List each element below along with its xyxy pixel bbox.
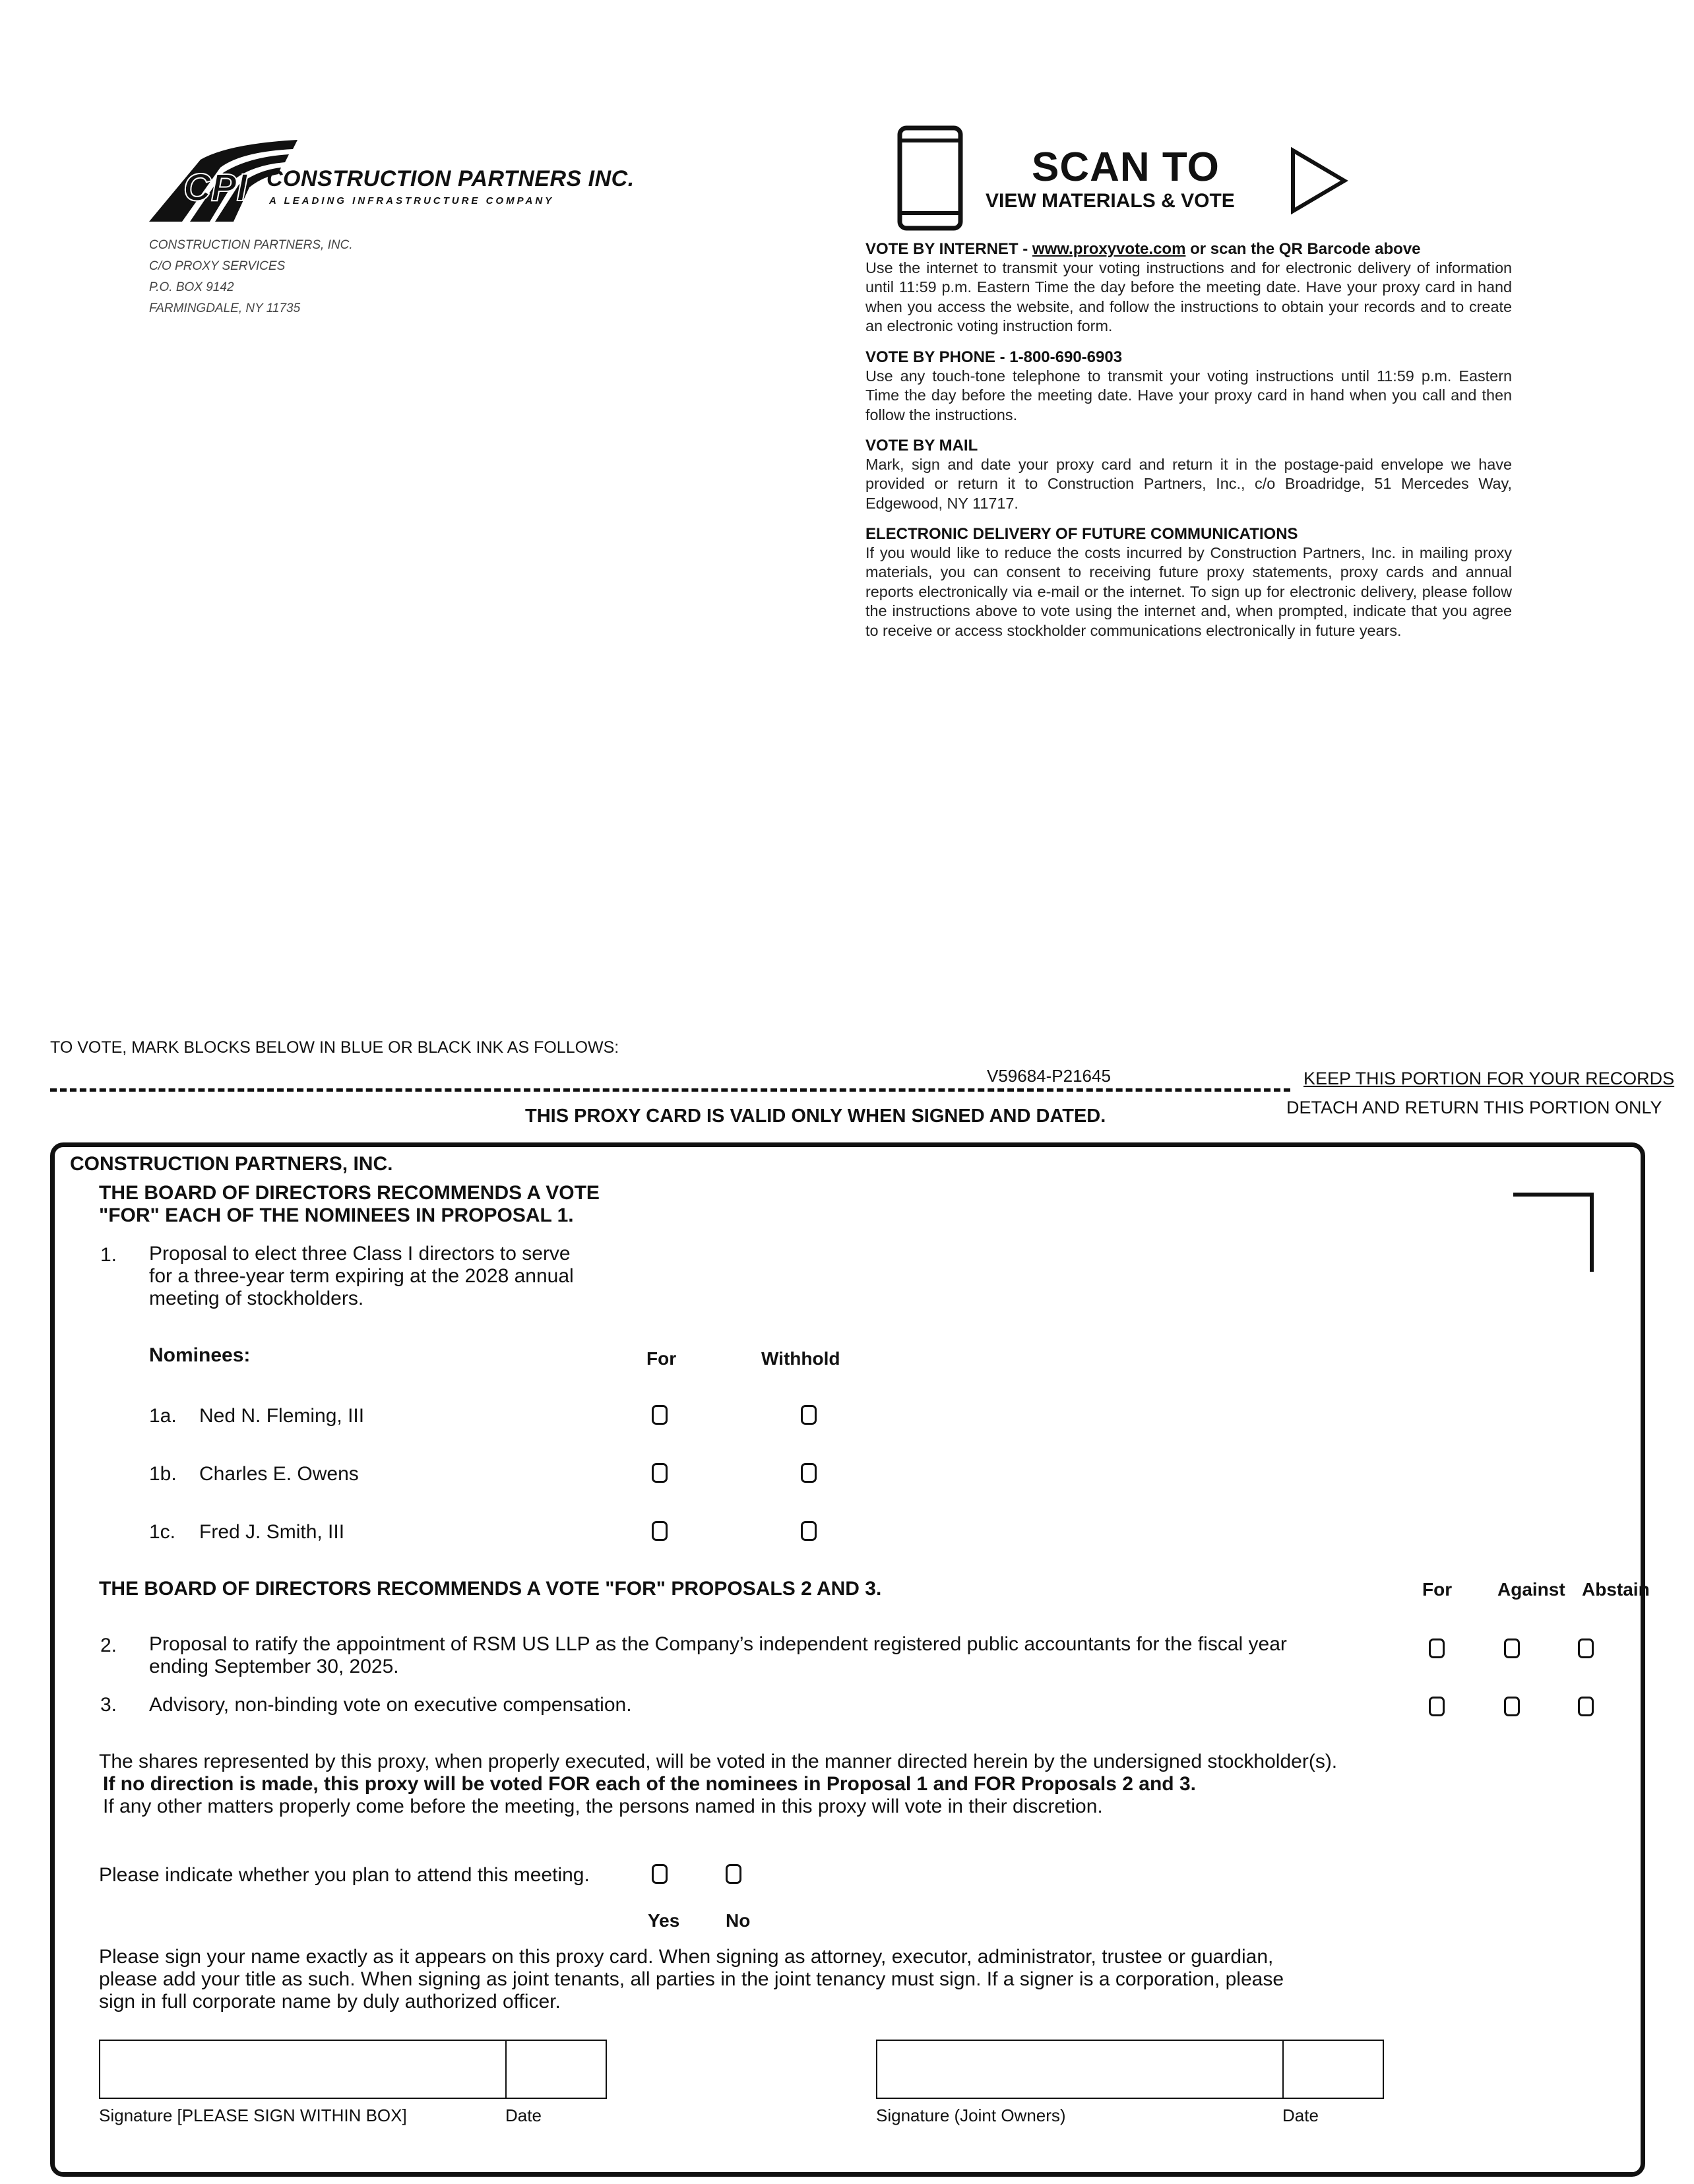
proposal-2-abstain-checkbox[interactable] bbox=[1578, 1638, 1594, 1658]
play-arrow-icon bbox=[1289, 146, 1350, 215]
proposal-2-line: Proposal to ratify the appointment of RSM US LLP as the Company’s independent registered public accountants for the fiscal year bbox=[149, 1633, 1287, 1655]
col2-against-header: Against bbox=[1497, 1579, 1565, 1600]
return-address bbox=[149, 235, 353, 319]
proposal-1-line: for a three-year term expiring at the 2028 annual bbox=[149, 1265, 574, 1287]
address-line: CONSTRUCTION PARTNERS, INC. bbox=[149, 238, 353, 252]
company-name: CONSTRUCTION PARTNERS INC. bbox=[267, 166, 635, 191]
detach-portion-label: DETACH AND RETURN THIS PORTION ONLY bbox=[1286, 1098, 1662, 1117]
proposal-2-line: ending September 30, 2025. bbox=[149, 1656, 399, 1677]
nominee-1b-for-checkbox[interactable] bbox=[652, 1463, 668, 1483]
joint-signature-date-divider bbox=[1282, 2040, 1284, 2099]
shares-statement-line: If any other matters properly come before the meeting, the persons named in this proxy will vote in their discretion. bbox=[103, 1795, 1103, 1817]
nominee-1c-for-checkbox[interactable] bbox=[652, 1521, 668, 1541]
col-for-header: For bbox=[646, 1348, 677, 1369]
signature-label: Signature [PLEASE SIGN WITHIN BOX] bbox=[99, 2106, 407, 2125]
proposal-1-line: meeting of stockholders. bbox=[149, 1288, 364, 1309]
vote-by-phone-heading: VOTE BY PHONE - 1-800-690-6903 bbox=[865, 348, 1123, 366]
company-logo bbox=[149, 140, 635, 226]
signing-instructions-line: sign in full corporate name by duly authorized officer. bbox=[99, 1991, 561, 2012]
vote-by-mail-section bbox=[865, 437, 1512, 513]
proposal-3-number: 3. bbox=[100, 1694, 117, 1716]
electronic-delivery-section bbox=[865, 525, 1512, 640]
keep-portion-label: KEEP THIS PORTION FOR YOUR RECORDS bbox=[1303, 1069, 1675, 1088]
scan-to-vote-banner bbox=[897, 125, 1359, 237]
attend-yes-checkbox[interactable] bbox=[652, 1864, 668, 1884]
detach-line bbox=[50, 1088, 1290, 1092]
nominee-1a-for-checkbox[interactable] bbox=[652, 1405, 668, 1425]
signature-date-divider bbox=[505, 2040, 507, 2099]
proposal-3-text: Advisory, non-binding vote on executive compensation. bbox=[149, 1694, 632, 1716]
col-withhold-header: Withhold bbox=[761, 1348, 840, 1369]
attend-no-checkbox[interactable] bbox=[726, 1864, 741, 1884]
proposal-2-for-checkbox[interactable] bbox=[1429, 1638, 1445, 1658]
shares-statement bbox=[99, 1751, 1392, 1818]
col2-abstain-header: Abstain bbox=[1582, 1579, 1650, 1600]
scan-title: SCAN TO bbox=[1032, 144, 1220, 190]
card-company-name: CONSTRUCTION PARTNERS, INC. bbox=[70, 1153, 393, 1175]
board-recommendation-1: THE BOARD OF DIRECTORS RECOMMENDS A VOTE bbox=[99, 1182, 600, 1204]
proposal-3-against-checkbox[interactable] bbox=[1504, 1697, 1520, 1716]
proposal-3-abstain-checkbox[interactable] bbox=[1578, 1697, 1594, 1716]
address-line: FARMINGDALE, NY 11735 bbox=[149, 301, 301, 315]
vote-by-internet-text: Use the internet to transmit your voting instructions and for electronic delivery of information until 11:59 p.m. Eastern Time the day before the meeting date. Have your proxy card in hand when you access the website, and follow the instructions to obtain your records and to create an electronic voting instruction form. bbox=[865, 259, 1512, 335]
smartphone-icon bbox=[897, 125, 963, 231]
vote-by-internet-heading bbox=[865, 240, 1512, 259]
board-recommendation-1b: "FOR" EACH OF THE NOMINEES IN PROPOSAL 1. bbox=[99, 1204, 574, 1226]
nominee-number: 1a. bbox=[149, 1405, 177, 1427]
nominee-number: 1b. bbox=[149, 1463, 177, 1485]
scan-subtitle: VIEW MATERIALS & VOTE bbox=[986, 190, 1235, 212]
address-line: P.O. BOX 9142 bbox=[149, 280, 234, 294]
mark-instruction: TO VOTE, MARK BLOCKS BELOW IN BLUE OR BLACK INK AS FOLLOWS: bbox=[50, 1038, 619, 1057]
vote-by-phone-text: Use any touch-tone telephone to transmit your voting instructions until 11:59 p.m. Eastern Time the day before the meeting date. Have your proxy card in hand when you call and then follow the instructions. bbox=[865, 367, 1512, 423]
address-line: C/O PROXY SERVICES bbox=[149, 259, 286, 273]
nominee-name: Charles E. Owens bbox=[199, 1463, 359, 1485]
proposal-2-text bbox=[149, 1633, 1389, 1678]
proposal-1-number: 1. bbox=[100, 1244, 117, 1266]
attend-question: Please indicate whether you plan to attend this meeting. bbox=[99, 1864, 590, 1886]
proposal-2-number: 2. bbox=[100, 1635, 117, 1656]
joint-signature-label: Signature (Joint Owners) bbox=[876, 2106, 1066, 2125]
proposal-2-against-checkbox[interactable] bbox=[1504, 1638, 1520, 1658]
nominee-1c-withhold-checkbox[interactable] bbox=[801, 1521, 817, 1541]
svg-text:CPI: CPI bbox=[183, 166, 247, 209]
nominee-number: 1c. bbox=[149, 1521, 176, 1543]
proposal-1-line: Proposal to elect three Class I directors to serve bbox=[149, 1243, 571, 1264]
attend-no-label: No bbox=[726, 1910, 751, 1931]
nominees-label: Nominees: bbox=[149, 1344, 251, 1366]
proxyvote-link[interactable]: www.proxyvote.com bbox=[1032, 240, 1186, 258]
signing-instructions-line: Please sign your name exactly as it appears on this proxy card. When signing as attorney, executor, administrator, trustee or guardian, bbox=[99, 1946, 1274, 1968]
proposal-1-text bbox=[149, 1243, 650, 1310]
registration-corner-mark bbox=[1513, 1193, 1594, 1272]
date-label: Date bbox=[505, 2106, 542, 2125]
nominee-name: Ned N. Fleming, III bbox=[199, 1405, 365, 1427]
company-tagline: A LEADING INFRASTRUCTURE COMPANY bbox=[269, 195, 555, 206]
control-code: V59684-P21645 bbox=[987, 1066, 1111, 1086]
attend-yes-label: Yes bbox=[648, 1910, 680, 1931]
nominee-name: Fred J. Smith, III bbox=[199, 1521, 345, 1543]
vote-by-internet-section bbox=[865, 240, 1512, 336]
signing-instructions bbox=[99, 1946, 1392, 2013]
internet-heading-prefix: VOTE BY INTERNET - bbox=[865, 240, 1032, 258]
nominee-1a-withhold-checkbox[interactable] bbox=[801, 1405, 817, 1425]
col2-for-header: For bbox=[1422, 1579, 1453, 1600]
joint-signature-box[interactable] bbox=[876, 2040, 1384, 2099]
signature-box[interactable] bbox=[99, 2040, 607, 2099]
shares-statement-bold-line: If no direction is made, this proxy will be voted FOR each of the nominees in Proposal 1 and FOR Proposals 2 and 3. bbox=[103, 1773, 1196, 1795]
internet-heading-suffix: or scan the QR Barcode above bbox=[1185, 240, 1421, 258]
board-recommendation-2: THE BOARD OF DIRECTORS RECOMMENDS A VOTE "FOR" PROPOSALS 2 AND 3. bbox=[99, 1578, 882, 1600]
electronic-delivery-heading: ELECTRONIC DELIVERY OF FUTURE COMMUNICATIONS bbox=[865, 525, 1298, 543]
vote-by-phone-section bbox=[865, 348, 1512, 425]
nominee-1b-withhold-checkbox[interactable] bbox=[801, 1463, 817, 1483]
vote-by-mail-heading: VOTE BY MAIL bbox=[865, 437, 978, 454]
joint-date-label: Date bbox=[1282, 2106, 1319, 2125]
shares-statement-line: The shares represented by this proxy, when properly executed, will be voted in the manner directed herein by the undersigned stockholder(s). bbox=[99, 1751, 1338, 1772]
vote-by-mail-text: Mark, sign and date your proxy card and return it in the postage-paid envelope we have provided or return it to Construction Partners, Inc., c/o Broadridge, 51 Mercedes Way, Edgewood, NY 11717. bbox=[865, 456, 1512, 512]
signing-instructions-line: please add your title as such. When signing as joint tenants, all parties in the joint tenancy must sign. If a signer is a corporation, please bbox=[99, 1968, 1284, 1990]
valid-only-notice: THIS PROXY CARD IS VALID ONLY WHEN SIGNED AND DATED. bbox=[525, 1106, 1106, 1127]
proposal-3-for-checkbox[interactable] bbox=[1429, 1697, 1445, 1716]
electronic-delivery-text: If you would like to reduce the costs incurred by Construction Partners, Inc. in mailing proxy materials, you can consent to receiving future proxy statements, proxy cards and annual reports electronically via e-mail or the internet. To sign up for electronic delivery, please follow the instructions above to vote using the internet and, when prompted, indicate that you agree to receive or access stockholder communications electronically in future years. bbox=[865, 544, 1512, 639]
